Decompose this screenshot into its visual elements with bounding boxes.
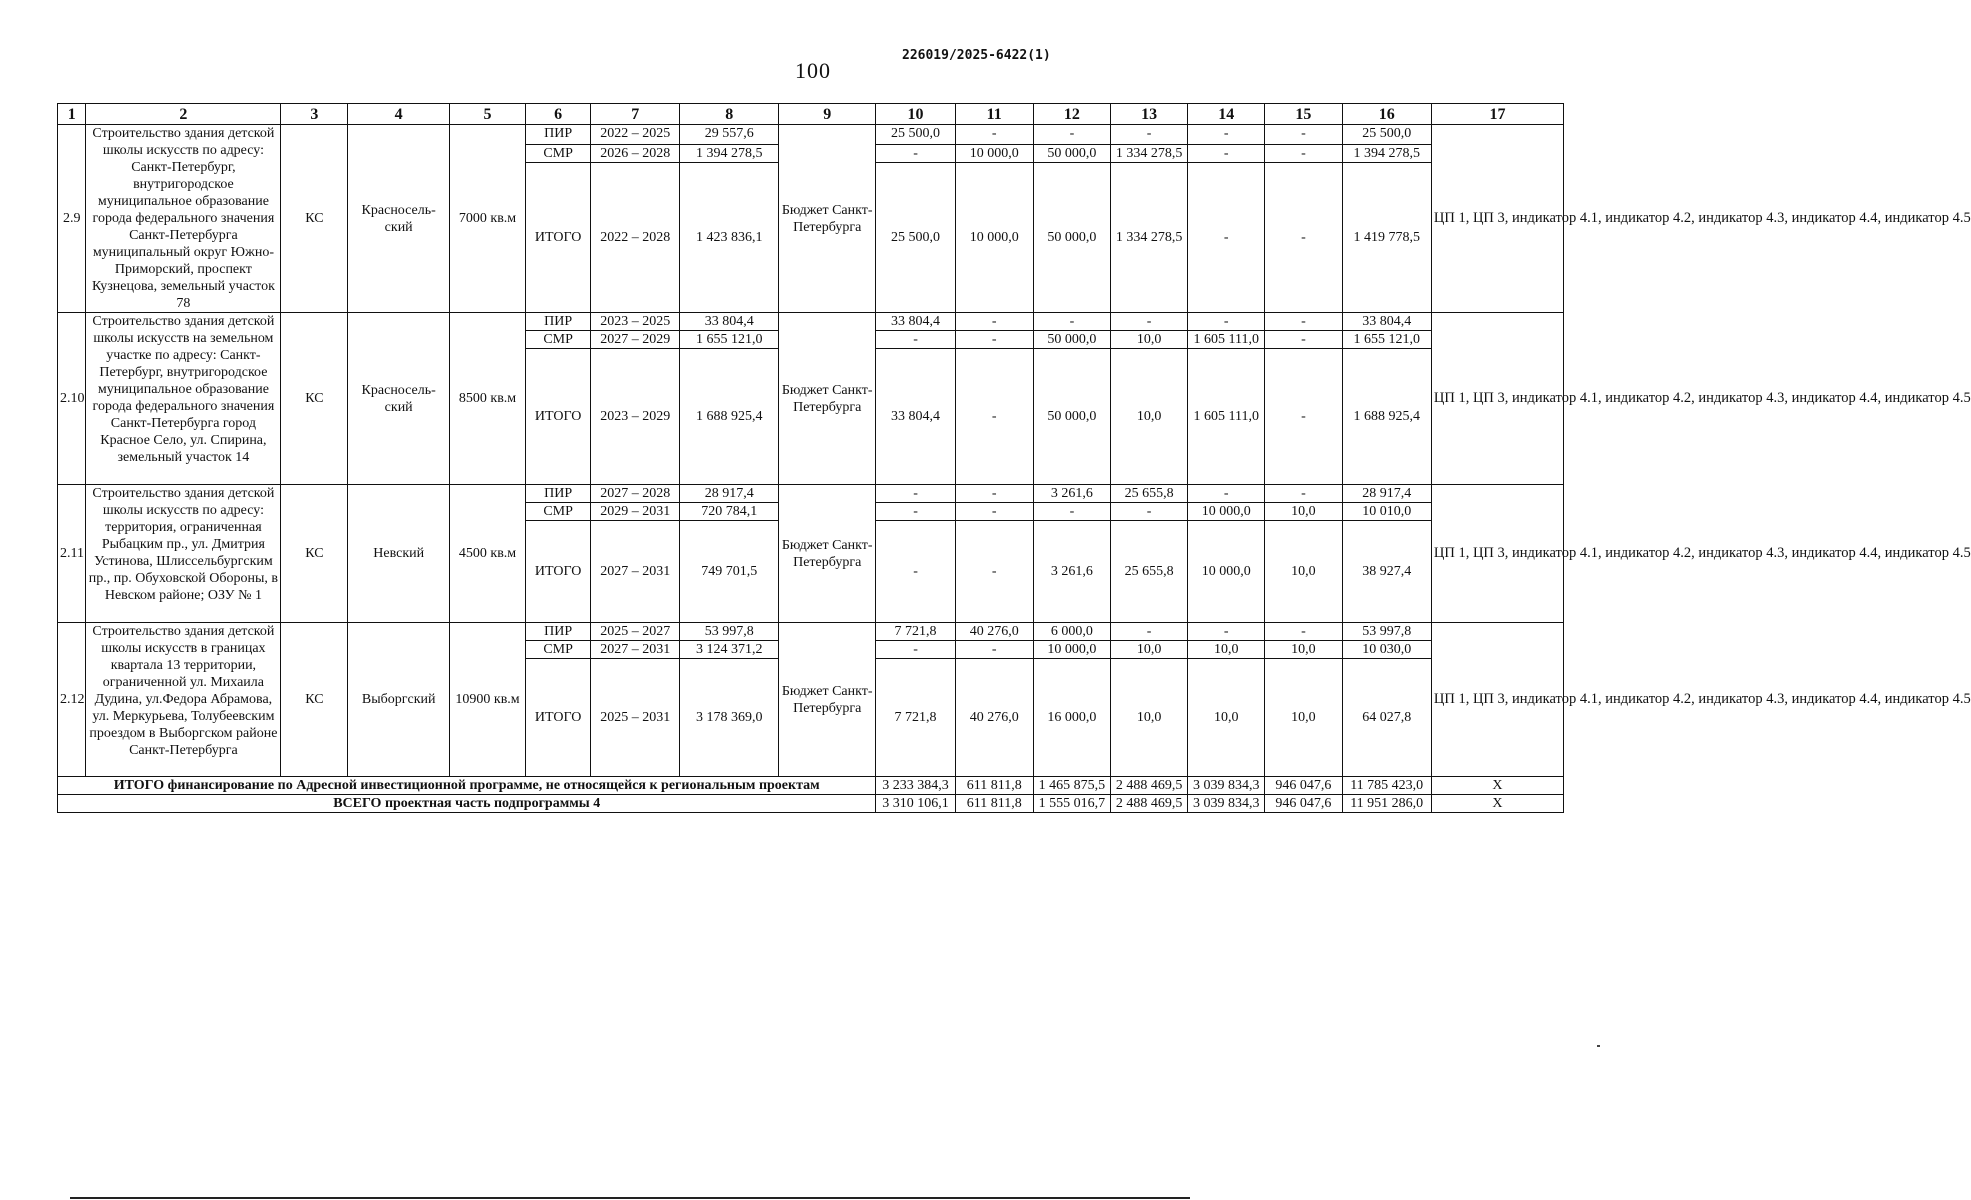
target-indicators: ЦП 1, ЦП 3, индикатор 4.1, индикатор 4.2, индикатор 4.3, индикатор 4.4, индикатор 4.5 <box>1431 485 1563 623</box>
work-stage: ИТОГО <box>526 521 591 623</box>
funding-value-c10: 33 804,4 <box>876 349 955 485</box>
work-period: 2022 – 2028 <box>591 163 680 313</box>
funding-value-c11: - <box>955 503 1033 521</box>
work-period: 2027 – 2031 <box>591 641 680 659</box>
district-name: Выборгский <box>348 623 450 777</box>
funding-value-c15: 10,0 <box>1265 641 1342 659</box>
funding-value-c11: - <box>955 485 1033 503</box>
funding-value-c14: 1 605 111,0 <box>1188 349 1265 485</box>
funding-value-c16: 1 655 121,0 <box>1342 331 1431 349</box>
object-description: Строительство здания детской школы искусств по адресу: Санкт-Петербург, внутригородское муниципальное образование города федерального значения Санкт-Петербурга муниципальный округ Южно-Приморский, проспект Кузнецова, земельный участок 78 <box>86 125 281 313</box>
funding-value-c16: 64 027,8 <box>1342 659 1431 777</box>
work-period: 2022 – 2025 <box>591 125 680 145</box>
funding-source: Бюджет Санкт-Петербурга <box>778 623 875 777</box>
object-area: 10900 кв.м <box>449 623 525 777</box>
document-id: 226019/2025-6422(1) <box>902 48 1051 63</box>
construction-type: КС <box>281 623 348 777</box>
estimated-cost: 1 655 121,0 <box>680 331 779 349</box>
column-number: 8 <box>680 104 779 125</box>
total-row-subprogram <box>58 795 1564 813</box>
funding-source: Бюджет Санкт-Петербурга <box>778 485 875 623</box>
total-mark: X <box>1431 777 1563 795</box>
column-number: 11 <box>955 104 1033 125</box>
work-period: 2023 – 2025 <box>591 313 680 331</box>
funding-value-c12: 10 000,0 <box>1033 641 1110 659</box>
total-value-c10: 3 310 106,1 <box>876 795 955 813</box>
funding-value-c15: - <box>1265 313 1342 331</box>
funding-value-c15: - <box>1265 125 1342 145</box>
funding-value-c10: 7 721,8 <box>876 623 955 641</box>
funding-value-c16: 1 419 778,5 <box>1342 163 1431 313</box>
funding-value-c11: 40 276,0 <box>955 659 1033 777</box>
estimated-cost: 1 688 925,4 <box>680 349 779 485</box>
district-name: Невский <box>348 485 450 623</box>
object-description: Строительство здания детской школы искусств по адресу: территория, ограниченная Рыбацким пр., ул. Дмитрия Устинова, Шлиссельбургским пр., пр. Обуховской Обороны, в Невском районе; ОЗУ № 1 <box>86 485 281 623</box>
funding-value-c11: - <box>955 641 1033 659</box>
column-number-row <box>58 104 1564 125</box>
work-stage: СМР <box>526 331 591 349</box>
work-period: 2027 – 2028 <box>591 485 680 503</box>
funding-value-c12: 16 000,0 <box>1033 659 1110 777</box>
work-stage: СМР <box>526 503 591 521</box>
column-number: 6 <box>526 104 591 125</box>
column-number: 12 <box>1033 104 1110 125</box>
funding-value-c10: - <box>876 641 955 659</box>
funding-value-c15: 10,0 <box>1265 521 1342 623</box>
funding-value-c12: - <box>1033 125 1110 145</box>
funding-value-c16: 53 997,8 <box>1342 623 1431 641</box>
total-label: ВСЕГО проектная часть подпрограммы 4 <box>58 795 876 813</box>
funding-value-c14: - <box>1188 163 1265 313</box>
work-stage: ИТОГО <box>526 349 591 485</box>
funding-value-c11: - <box>955 349 1033 485</box>
funding-value-c12: 50 000,0 <box>1033 163 1110 313</box>
row-number: 2.9 <box>58 125 86 313</box>
column-number: 7 <box>591 104 680 125</box>
object-area: 8500 кв.м <box>449 313 525 485</box>
target-indicators: ЦП 1, ЦП 3, индикатор 4.1, индикатор 4.2, индикатор 4.3, индикатор 4.4, индикатор 4.5 <box>1431 125 1563 313</box>
work-period: 2026 – 2028 <box>591 145 680 163</box>
target-indicators: ЦП 1, ЦП 3, индикатор 4.1, индикатор 4.2, индикатор 4.3, индикатор 4.4, индикатор 4.5 <box>1431 623 1563 777</box>
funding-value-c10: - <box>876 521 955 623</box>
estimated-cost: 749 701,5 <box>680 521 779 623</box>
column-number: 17 <box>1431 104 1563 125</box>
funding-value-c14: - <box>1188 145 1265 163</box>
target-indicators: ЦП 1, ЦП 3, индикатор 4.1, индикатор 4.2, индикатор 4.3, индикатор 4.4, индикатор 4.5 <box>1431 313 1563 485</box>
funding-value-c16: 28 917,4 <box>1342 485 1431 503</box>
funding-source: Бюджет Санкт-Петербурга <box>778 313 875 485</box>
funding-value-c10: - <box>876 331 955 349</box>
estimated-cost: 720 784,1 <box>680 503 779 521</box>
total-value-c13: 2 488 469,5 <box>1111 777 1188 795</box>
funding-value-c13: 10,0 <box>1111 331 1188 349</box>
funding-value-c11: - <box>955 125 1033 145</box>
funding-value-c12: 50 000,0 <box>1033 349 1110 485</box>
work-stage: ПИР <box>526 623 591 641</box>
funding-value-c16: 10 010,0 <box>1342 503 1431 521</box>
funding-value-c16: 10 030,0 <box>1342 641 1431 659</box>
funding-value-c15: - <box>1265 163 1342 313</box>
estimated-cost: 28 917,4 <box>680 485 779 503</box>
funding-value-c13: - <box>1111 125 1188 145</box>
funding-value-c13: - <box>1111 503 1188 521</box>
total-value-c14: 3 039 834,3 <box>1188 795 1265 813</box>
funding-value-c14: 10 000,0 <box>1188 521 1265 623</box>
funding-value-c16: 38 927,4 <box>1342 521 1431 623</box>
column-number: 3 <box>281 104 348 125</box>
funding-value-c14: - <box>1188 623 1265 641</box>
work-period: 2025 – 2027 <box>591 623 680 641</box>
funding-value-c15: 10,0 <box>1265 659 1342 777</box>
object-area: 7000 кв.м <box>449 125 525 313</box>
district-name: Красносель-ский <box>348 313 450 485</box>
funding-value-c12: - <box>1033 503 1110 521</box>
funding-value-c12: 3 261,6 <box>1033 521 1110 623</box>
funding-value-c15: - <box>1265 623 1342 641</box>
funding-value-c16: 25 500,0 <box>1342 125 1431 145</box>
funding-value-c10: 25 500,0 <box>876 125 955 145</box>
object-description: Строительство здания детской школы искусств на земельном участке по адресу: Санкт-Петербург, внутригородское муниципальное образование города федерального значения Санкт-Петербурга город Красное Село, ул. Спирина, земельный участок 14 <box>86 313 281 485</box>
column-number: 13 <box>1111 104 1188 125</box>
estimated-cost: 1 394 278,5 <box>680 145 779 163</box>
work-stage: СМР <box>526 641 591 659</box>
funding-value-c12: 6 000,0 <box>1033 623 1110 641</box>
work-period: 2027 – 2029 <box>591 331 680 349</box>
funding-value-c10: 33 804,4 <box>876 313 955 331</box>
column-number: 15 <box>1265 104 1342 125</box>
work-stage: ИТОГО <box>526 659 591 777</box>
funding-value-c16: 33 804,4 <box>1342 313 1431 331</box>
funding-value-c13: - <box>1111 623 1188 641</box>
total-value-c12: 1 555 016,7 <box>1033 795 1110 813</box>
column-number: 9 <box>778 104 875 125</box>
funding-value-c11: - <box>955 521 1033 623</box>
total-value-c16: 11 951 286,0 <box>1342 795 1431 813</box>
funding-value-c15: - <box>1265 331 1342 349</box>
funding-value-c13: 10,0 <box>1111 659 1188 777</box>
object-area: 4500 кв.м <box>449 485 525 623</box>
funding-value-c12: 3 261,6 <box>1033 485 1110 503</box>
total-value-c11: 611 811,8 <box>955 777 1033 795</box>
scan-speck <box>1597 1045 1600 1047</box>
work-period: 2023 – 2029 <box>591 349 680 485</box>
funding-value-c15: - <box>1265 349 1342 485</box>
district-name: Красносель-ский <box>348 125 450 313</box>
funding-value-c13: 10,0 <box>1111 641 1188 659</box>
funding-value-c11: - <box>955 313 1033 331</box>
estimated-cost: 3 178 369,0 <box>680 659 779 777</box>
column-number: 2 <box>86 104 281 125</box>
funding-value-c14: - <box>1188 125 1265 145</box>
funding-value-c14: 10,0 <box>1188 659 1265 777</box>
funding-value-c13: 25 655,8 <box>1111 485 1188 503</box>
funding-value-c14: 10,0 <box>1188 641 1265 659</box>
object-description: Строительство здания детской школы искусств в границах квартала 13 территории, ограниченной ул. Михаила Дудина, ул.Федора Абрамова, ул. Меркурьева, Толубеевским проездом в Выборгском районе Санкт-Петербурга <box>86 623 281 777</box>
funding-value-c15: 10,0 <box>1265 503 1342 521</box>
construction-type: КС <box>281 313 348 485</box>
funding-value-c10: - <box>876 145 955 163</box>
total-row-program <box>58 777 1564 795</box>
funding-value-c12: 50 000,0 <box>1033 145 1110 163</box>
table-row <box>58 485 1564 503</box>
total-value-c16: 11 785 423,0 <box>1342 777 1431 795</box>
total-label: ИТОГО финансирование по Адресной инвестиционной программе, не относящейся к региональным проектам <box>58 777 876 795</box>
work-stage: ПИР <box>526 313 591 331</box>
funding-value-c11: - <box>955 331 1033 349</box>
work-stage: ПИР <box>526 485 591 503</box>
funding-value-c14: - <box>1188 485 1265 503</box>
total-value-c10: 3 233 384,3 <box>876 777 955 795</box>
funding-value-c13: 25 655,8 <box>1111 521 1188 623</box>
page-number: 100 <box>795 58 831 83</box>
total-value-c13: 2 488 469,5 <box>1111 795 1188 813</box>
funding-value-c16: 1 688 925,4 <box>1342 349 1431 485</box>
total-mark: X <box>1431 795 1563 813</box>
row-number: 2.10 <box>58 313 86 485</box>
funding-value-c15: - <box>1265 485 1342 503</box>
funding-value-c14: - <box>1188 313 1265 331</box>
funding-value-c13: 10,0 <box>1111 349 1188 485</box>
column-number: 16 <box>1342 104 1431 125</box>
column-number: 5 <box>449 104 525 125</box>
work-period: 2029 – 2031 <box>591 503 680 521</box>
work-period: 2027 – 2031 <box>591 521 680 623</box>
work-stage: СМР <box>526 145 591 163</box>
total-value-c15: 946 047,6 <box>1265 795 1342 813</box>
funding-value-c12: 50 000,0 <box>1033 331 1110 349</box>
total-value-c12: 1 465 875,5 <box>1033 777 1110 795</box>
funding-value-c13: 1 334 278,5 <box>1111 145 1188 163</box>
funding-source: Бюджет Санкт-Петербурга <box>778 125 875 313</box>
column-number: 14 <box>1188 104 1265 125</box>
funding-value-c11: 10 000,0 <box>955 163 1033 313</box>
table-row <box>58 313 1564 331</box>
estimated-cost: 29 557,6 <box>680 125 779 145</box>
estimated-cost: 1 423 836,1 <box>680 163 779 313</box>
column-number: 10 <box>876 104 955 125</box>
funding-value-c16: 1 394 278,5 <box>1342 145 1431 163</box>
row-number: 2.11 <box>58 485 86 623</box>
row-number: 2.12 <box>58 623 86 777</box>
column-number: 1 <box>58 104 86 125</box>
funding-value-c10: - <box>876 503 955 521</box>
funding-value-c13: - <box>1111 313 1188 331</box>
work-stage: ПИР <box>526 125 591 145</box>
total-value-c11: 611 811,8 <box>955 795 1033 813</box>
funding-value-c14: 1 605 111,0 <box>1188 331 1265 349</box>
estimated-cost: 33 804,4 <box>680 313 779 331</box>
construction-type: КС <box>281 125 348 313</box>
table-row <box>58 623 1564 641</box>
funding-value-c15: - <box>1265 145 1342 163</box>
construction-type: КС <box>281 485 348 623</box>
column-number: 4 <box>348 104 450 125</box>
funding-value-c13: 1 334 278,5 <box>1111 163 1188 313</box>
funding-value-c11: 40 276,0 <box>955 623 1033 641</box>
estimated-cost: 3 124 371,2 <box>680 641 779 659</box>
funding-value-c10: - <box>876 485 955 503</box>
total-value-c15: 946 047,6 <box>1265 777 1342 795</box>
estimated-cost: 53 997,8 <box>680 623 779 641</box>
work-stage: ИТОГО <box>526 163 591 313</box>
funding-value-c14: 10 000,0 <box>1188 503 1265 521</box>
funding-value-c11: 10 000,0 <box>955 145 1033 163</box>
investment-program-table <box>57 103 1971 813</box>
table-row <box>58 125 1564 145</box>
page-bottom-rule <box>70 1197 1190 1199</box>
total-value-c14: 3 039 834,3 <box>1188 777 1265 795</box>
funding-value-c12: - <box>1033 313 1110 331</box>
funding-value-c10: 7 721,8 <box>876 659 955 777</box>
work-period: 2025 – 2031 <box>591 659 680 777</box>
funding-value-c10: 25 500,0 <box>876 163 955 313</box>
